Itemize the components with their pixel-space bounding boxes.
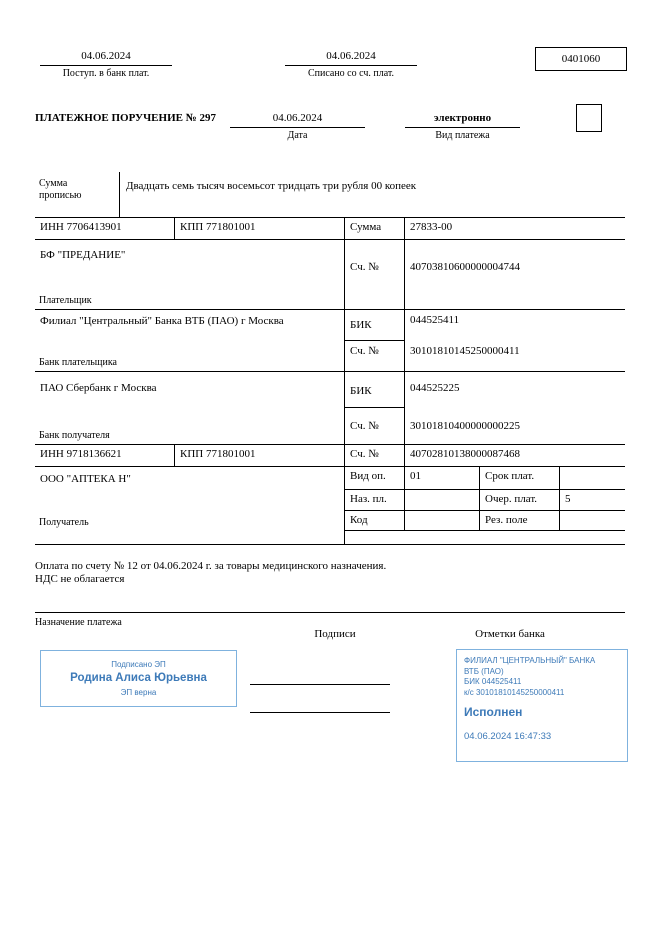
kod-value <box>405 511 480 531</box>
payee-inn: ИНН 9718136621 <box>35 445 175 466</box>
kod-row <box>345 511 625 531</box>
payee-label: Получатель <box>39 517 89 528</box>
payer-bank-codes <box>345 310 625 371</box>
payee-bank-row <box>35 372 625 445</box>
signature-line-1 <box>250 684 390 685</box>
payee-bank-bik-row <box>345 372 625 408</box>
payer-bank-account-label: Сч. № <box>345 341 405 371</box>
document-title: ПЛАТЕЖНОЕ ПОРУЧЕНИЕ № 297 <box>35 112 217 124</box>
form-code-box: 0401060 <box>535 47 627 71</box>
amount-words-section <box>35 172 625 218</box>
naz-pl-row <box>345 490 625 511</box>
payer-bank-cell <box>35 310 345 371</box>
payer-label: Плательщик <box>39 295 92 306</box>
stamp-status: Исполнен <box>464 705 523 719</box>
sum-label: Сумма <box>345 218 405 239</box>
payer-bank-account-row <box>345 341 625 371</box>
vid-op-label: Вид оп. <box>345 467 405 490</box>
signature-line-2 <box>250 712 390 713</box>
debited-date-block <box>285 50 417 80</box>
received-date-block <box>40 50 172 80</box>
payer-cell <box>35 240 345 309</box>
payer-bank-row <box>35 310 625 372</box>
received-date-label: Поступ. в банк плат. <box>62 68 150 79</box>
stamp-corr-account: к/с 30101810145250000411 <box>464 687 565 697</box>
payer-bank-bik-label: БИК <box>345 310 405 341</box>
header-date-label: Дата <box>287 130 308 141</box>
signatures-label: Подписи <box>314 628 356 640</box>
payee-bank-account: 30101810400000000225 <box>410 420 520 432</box>
payee-bank-label: Банк получателя <box>39 430 110 441</box>
payer-account: 40703810600000004744 <box>410 261 520 273</box>
payer-bank-bik: 044525411 <box>410 314 460 326</box>
payer-account-label: Сч. № <box>345 240 405 309</box>
bank-marks-label: Отметки банка <box>475 628 545 640</box>
naz-pl-value <box>405 490 480 511</box>
ocher-plat-value: 5 <box>560 490 625 511</box>
received-date: 04.06.2024 <box>40 50 172 66</box>
stamp-bik: БИК 044525411 <box>464 677 522 686</box>
ocher-plat-label: Очер. плат. <box>480 490 560 511</box>
srok-plat-label: Срок плат. <box>480 467 560 490</box>
payer-name: БФ "ПРЕДАНИЕ" <box>40 249 126 261</box>
payee-bank-cell <box>35 372 345 444</box>
operation-codes <box>345 467 625 544</box>
debited-date-label: Списано со сч. плат. <box>307 68 395 79</box>
stamp-bank-name-2: ВТБ (ПАО) <box>464 666 504 676</box>
payer-bank-bik-row <box>345 310 625 341</box>
esign-name: Родина Алиса Юрьевна <box>70 672 207 684</box>
payee-cell <box>35 467 345 544</box>
payee-account: 40702810138000087468 <box>410 448 520 460</box>
payer-row <box>35 240 625 310</box>
rez-pole-value <box>560 511 625 531</box>
payee-bank-account-label: Сч. № <box>345 408 405 444</box>
payer-inn-row <box>35 218 625 240</box>
payee-bank-bik: 044525225 <box>410 382 460 394</box>
purpose-label: Назначение платежа <box>35 617 122 628</box>
status-code-box <box>576 104 602 132</box>
payment-table <box>35 218 625 545</box>
payee-kpp: КПП 771801001 <box>175 445 345 466</box>
purpose-line2: НДС не облагается <box>35 573 125 585</box>
purpose-section <box>35 556 625 613</box>
payee-inn-row <box>35 445 625 467</box>
payee-bank-bik-label: БИК <box>345 372 405 408</box>
bank-stamp <box>456 649 628 762</box>
payer-bank-account: 30101810145250000411 <box>410 345 520 357</box>
payee-bank-name: ПАО Сбербанк г Москва <box>40 382 157 394</box>
srok-plat-value <box>560 467 625 490</box>
debited-date: 04.06.2024 <box>285 50 417 66</box>
stamp-bank-name-1: ФИЛИАЛ "ЦЕНТРАЛЬНЫЙ" БАНКА <box>464 656 596 665</box>
payer-bank-label: Банк плательщика <box>39 357 117 368</box>
payer-inn: ИНН 7706413901 <box>35 218 175 239</box>
payment-kind-label: Вид платежа <box>435 130 490 141</box>
purpose-line1: Оплата по счету № 12 от 04.06.2024 г. за товары медицинского назначения. <box>35 560 387 572</box>
stamp-datetime: 04.06.2024 16:47:33 <box>464 731 552 742</box>
header-date: 04.06.2024 <box>230 112 365 128</box>
esign-title: Подписано ЭП <box>111 660 166 669</box>
header-date-block <box>230 112 365 142</box>
payment-kind-block <box>405 112 520 142</box>
amount-words: Двадцать семь тысяч восемьсот тридцать три рубля 00 копеек <box>126 180 417 192</box>
naz-pl-label: Наз. пл. <box>345 490 405 511</box>
kod-label: Код <box>345 511 405 531</box>
payee-account-label: Сч. № <box>345 445 405 466</box>
payee-row <box>35 467 625 545</box>
payee-name: ООО "АПТЕКА Н" <box>40 473 131 485</box>
payee-bank-account-row <box>345 408 625 444</box>
amount-words-label: Сумма прописью <box>35 172 120 217</box>
payee-bank-codes <box>345 372 625 444</box>
esign-valid: ЭП верна <box>120 688 157 697</box>
vid-op-row <box>345 467 625 490</box>
sum-value: 27833-00 <box>410 221 453 233</box>
payer-bank-name: Филиал "Центральный" Банка ВТБ (ПАО) г Москва <box>40 315 284 327</box>
payment-kind: электронно <box>405 112 520 128</box>
payer-kpp: КПП 771801001 <box>175 218 345 239</box>
vid-op-value: 01 <box>405 467 480 490</box>
rez-pole-label: Рез. поле <box>480 511 560 531</box>
esignature-stamp <box>40 650 237 707</box>
